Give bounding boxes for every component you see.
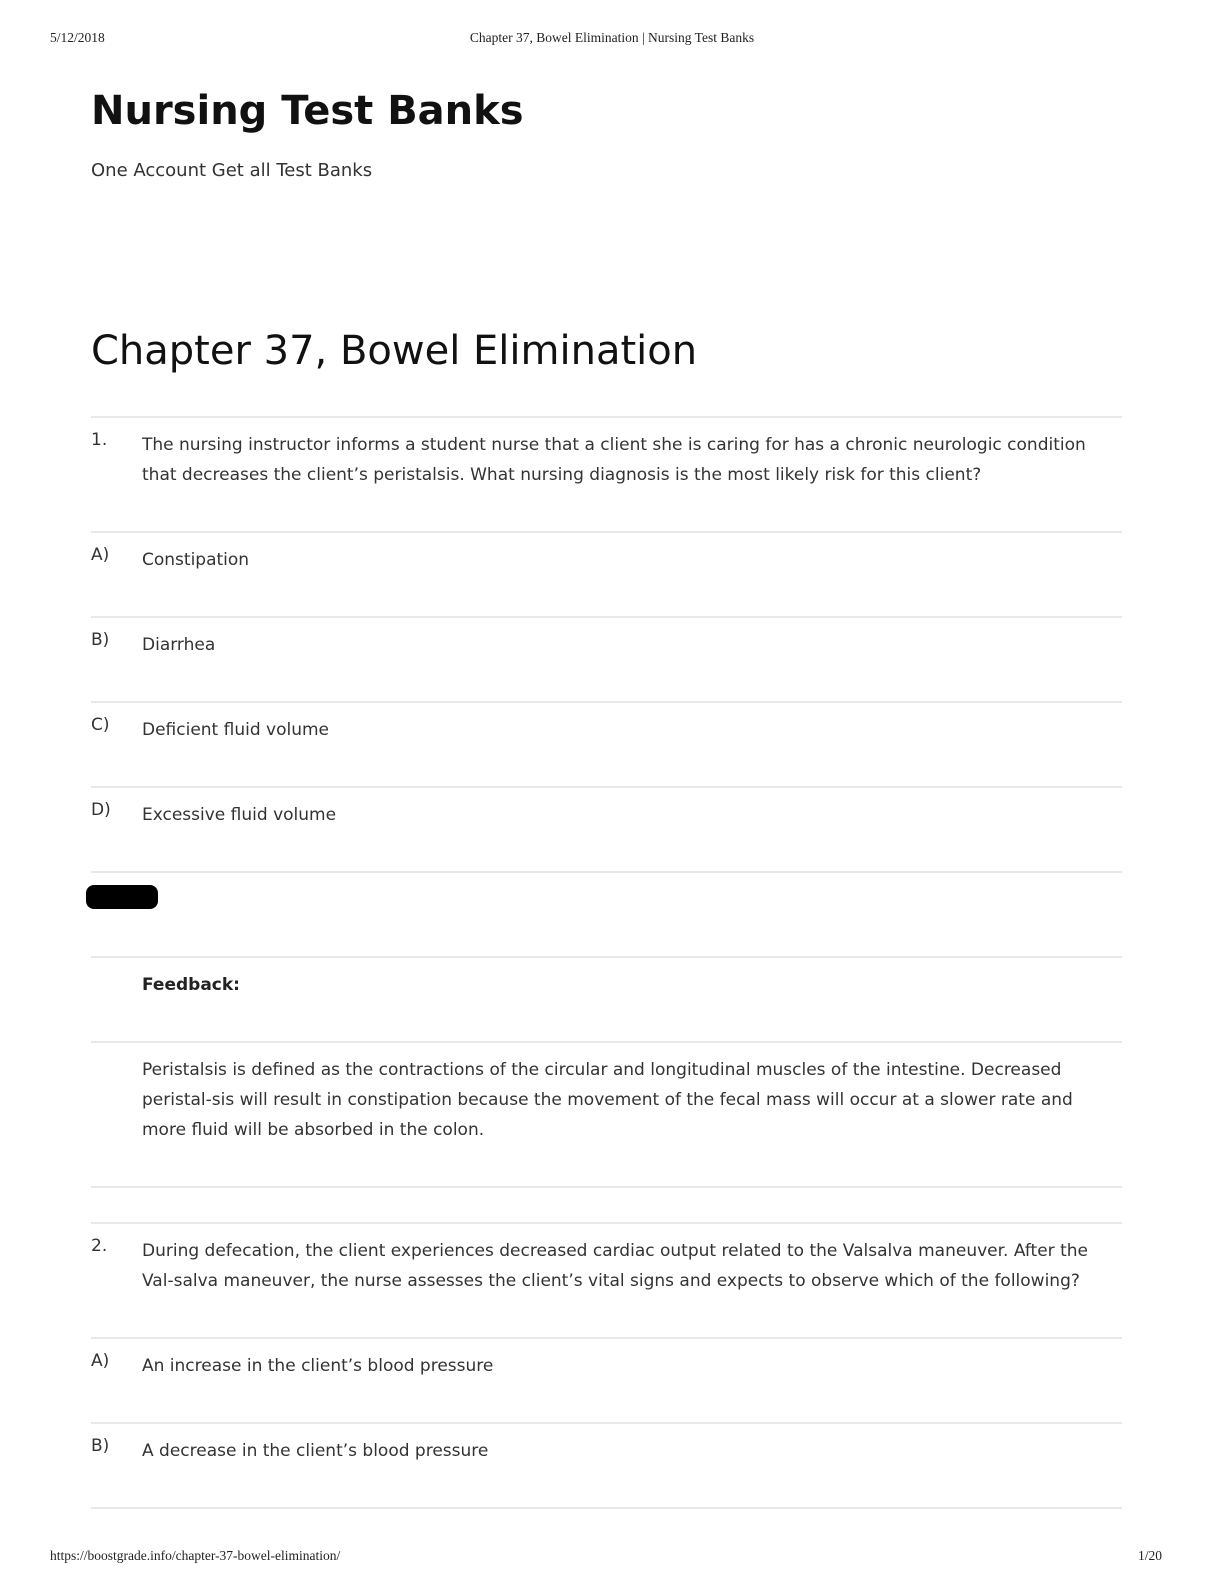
- chapter-title: Chapter 37, Bowel Elimination: [91, 328, 698, 374]
- site-title[interactable]: Nursing Test Banks: [91, 88, 524, 134]
- option-text: Constipation: [142, 550, 250, 570]
- option-row: [91, 531, 1122, 616]
- option-text: Diarrhea: [142, 635, 216, 655]
- feedback-label: Feedback:: [142, 975, 240, 995]
- question-text: The nursing instructor informs a student nurse that a client she is caring for has a chronic neurologic condition that decreases the client’s peristalsis. What nursing diagnosis is the most likely risk for this client?: [142, 435, 1086, 485]
- option-letter: A): [91, 1351, 110, 1371]
- question-text: During defecation, the client experiences decreased cardiac output related to the Valsalva maneuver. After the Val-salva maneuver, the nurse assesses the client’s vital signs and expects to observe which of the following?: [142, 1241, 1088, 1291]
- feedback-label-row: [91, 956, 1122, 1041]
- question-table: [91, 416, 1122, 1517]
- feedback-text-row: [91, 1041, 1122, 1186]
- question-number: 2.: [91, 1236, 108, 1256]
- option-row: [91, 616, 1122, 701]
- question-number: 1.: [91, 430, 108, 450]
- print-header: [50, 30, 1174, 50]
- question-row-2: [91, 1222, 1122, 1337]
- option-row: [91, 1422, 1122, 1507]
- option-text: Excessive fluid volume: [142, 805, 337, 825]
- print-footer: [50, 1548, 1174, 1568]
- answer-row: [91, 871, 1122, 956]
- option-text: An increase in the client’s blood pressure: [142, 1356, 494, 1376]
- question-row-1: [91, 416, 1122, 531]
- site-tagline: One Account Get all Test Banks: [91, 160, 373, 181]
- option-letter: A): [91, 545, 110, 565]
- option-text: A decrease in the client’s blood pressure: [142, 1441, 489, 1461]
- feedback-text: Peristalsis is defined as the contractions of the circular and longitudinal muscles of the intestine. Decreased peristal-sis will result in constipation because the movement of the fecal mass will occur at a slower rate and more fluid will be absorbed in the colon.: [142, 1060, 1073, 1140]
- option-letter: B): [91, 630, 110, 650]
- page-number: 1/20: [1137, 1548, 1162, 1563]
- option-letter: C): [91, 715, 110, 735]
- option-row: [91, 701, 1122, 786]
- option-row: [91, 1337, 1122, 1422]
- option-letter: B): [91, 1436, 110, 1456]
- print-url[interactable]: https://boostgrade.info/chapter-37-bowel-elimination/: [50, 1548, 341, 1563]
- spacer-row: [91, 1186, 1122, 1222]
- print-page-title: Chapter 37, Bowel Elimination | Nursing Test Banks: [469, 30, 755, 45]
- option-row: [91, 786, 1122, 871]
- print-date: 5/12/2018: [50, 30, 105, 45]
- option-letter: D): [91, 800, 111, 820]
- redacted-answer-block: [86, 885, 158, 909]
- table-end-row: [91, 1507, 1122, 1517]
- option-text: Deficient fluid volume: [142, 720, 330, 740]
